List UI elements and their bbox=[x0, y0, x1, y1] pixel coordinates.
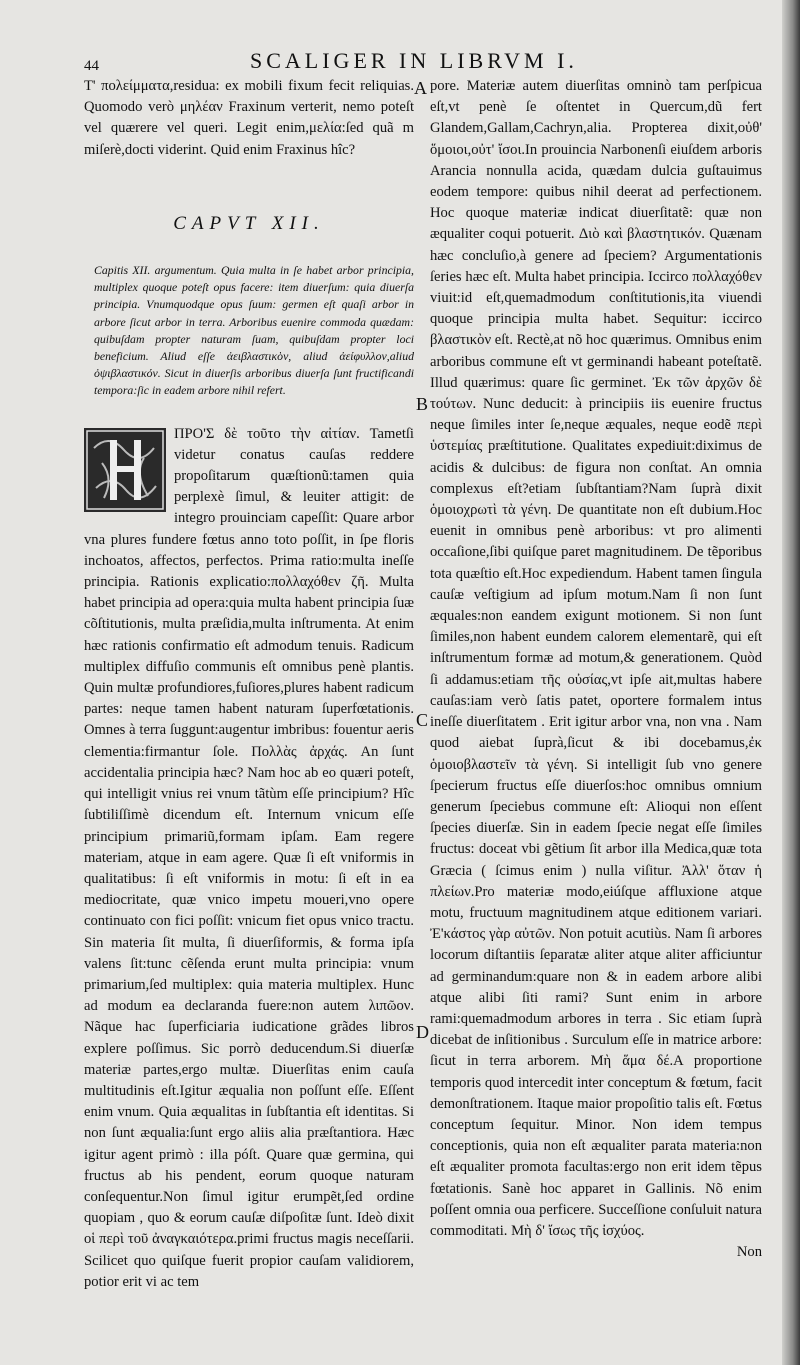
left-column bbox=[84, 76, 414, 1293]
chapter-argument: Capitis XII. argumentum. Quia multa in ſe habet arbor principia, multiplex quoque poteſt opus facere: item diuerſum: quia diuerſa principia. Vnumquodque opus ſuum: germen eſt quaſi arbor in arbore ſicut arbor in terra. Arboribus euenire commoda quædam: quibuſdam propter naturam ſuam, quibuſdam propter loci beneficium. Aliud eſſe ἀειβλαστικὸν, aliud ἀείφυλλον,aliud ὀψιβλαστικόν. Sicut in diuerſis arboribus diuerſa ſunt fructificandi tempora:ſic in eadem arbore nihil refert. bbox=[94, 263, 414, 398]
decorated-initial-icon bbox=[84, 428, 166, 512]
margin-letter-c: C bbox=[416, 710, 429, 730]
margin-letter-d: D bbox=[416, 1022, 429, 1042]
margin-letter-b: B bbox=[416, 394, 429, 414]
book-binding-shadow bbox=[782, 0, 800, 1365]
opening-paragraph: Τ' πολείμματα,residua: ex mobili fixum fecit reliquias. Quomodo verò μηλέαν Fraxinum verterit, nemo poteſt vel quærere vel queri. Legit enim,μελία:ſed quã m miſerè,docti viderint. Quid enim Fraxinus hîc? bbox=[84, 78, 414, 158]
running-title: SCALIGER IN LIBRVM I. bbox=[250, 48, 578, 73]
page-number: 44 bbox=[84, 58, 99, 74]
chapter-heading: CAPVT XII. bbox=[173, 212, 325, 234]
catchword: Non bbox=[736, 1244, 762, 1261]
chapter-body-right: pore. Materiæ autem diuerſitas omninò tam perſpicua eſt,vt penè ſe oſtentet in Quercum,dũ fert Glandem,Gallam,Cachryn,alia. Propterea dixit,οὐθ' ὅμοιοι,οὐτ' ἴσοι.In prouincia Narbonenſi eiuſdem arboris Arancia nonnulla acida, quædam dulcia guſtauimus eodem tempore: quibus nihil deerat ad perfectionem. Hoc quoque materiæ indicat diuerſitatẽ: quæ non æqualiter coqui potuerit. Διὸ καὶ βλαστητικόν. Quænam hæc concluſio,à genere ad ſpeciem? Argumentationis ſeries hæc eſt. Multa habet principia. Iccirco πολλαχόθεν viuit:id eſt,quemadmodum conſtitutionis,ita viuendi quoque principia multa habet. Sequitur: iccirco βλαστικὸν eſt. Rectè,at nõ hoc quærimus. Omnibus enim arboribus commune eſt vt germinandi habeant poteſtatẽ. Illud quærimus: quare ſic germinet. Ἐκ τῶν ἀρχῶν δὲ τούτων. Nunc deducit: à principiis iis euenire fructus neque ſimiles inter ſe,neque æquales, neque eodẽ περὶ ὑστεμίας præſtitutione. Qualitates expediuit:diximus de acidis & dulcibus: de figura non conſtat. An omnia complexus eſt?etiam ſubſtantiam?Nam ſuprà dixit ὁμοιοχρωτὶ τὰ γένη. De quantitate non eſt dubium.Hoc euenit in omnibus penè arboribus: vt pro alimenti occaſione,ſibi quiſque paret magnitudinem. De tẽporibus tota quæſtio eſt.Hoc expediendum. Habent tamen ſingula cauſæ veſtigium ad ipſum motum.Nam ſi non ſunt æquales:non eandem exigunt motionem. Si non ſunt ſimiles,non habent eundem calorem elementarẽ, qui eſt inſtrumentum formæ ad motum,& generationem. Quòd ſi addamus:etiam τῆς οὐσίας,vt ipſe ait,multas habere cauſas:iam verò ſatis patet, oportere formalem intus ineſſe diuerſitatem . Erit igitur arbor vna, non vna . Nam quod aiebat ſuprà,ſicut & ibi docebamus,ἐκ ὁμοιοβλαστεῖν τὰ γένη. Si intelligit ſub vno genere ſpecierum fructus eſſe diuerſos:hoc omnibus omnium generum ſpeciebus commune eſt: Alioqui non eſſent ſpecies diuerſæ. Sin in eadem ſpecie negat eſſe ſimiles fructus: doceat vbi gẽtium ſit arbor illa Medica,quæ tota Græcia ( ſcimus enim ) nulla viſitur. Ἀλλ' ὅταν ἡ πλείων.Pro materiæ modo,eiúſque affluxione atque motu, fructuum magnitudinem atque editionem variari. Ἐ'κάστος γὰρ αὐτῶν. Non potuit acutiùs. Nam ſi arbores locorum diſtantiis ſeparatæ aliter atque aliter afficiuntur ad germinandum:quare non & in eadem arbore alibi atque alibi ſiti rami? Sunt enim in arbore rami:quemadmodum arbores in terra . Sic etiam ſuprà dicebat de inſitionibus . Surculum eſſe in matrice arbore: ſicut in terra arborem. Μὴ ἅμα δέ.A proportione temporis quod intercedit inter conceptum & fœtum, facit demonſtrationem. Itaque maior propoſitio talis eſt. Fœtus conceptum ſequitur. Minor. Non idem tempus conceptionis, quia non eſt æqualiter parata materia:non eſt æqualiter promota facultas:ergo non erit idem tẽpus fœtationis. Sanè hoc apparet in Gallinis. Nõ enim poſſent omnia oua perficere. Succeſſione conſuluit natura commoditati. Μὴ δ' ἴσως τῆς ἰσχύος. bbox=[430, 78, 762, 1239]
right-column bbox=[430, 76, 762, 1263]
margin-letter-a: A bbox=[414, 78, 427, 98]
chapter-body-left: ΠΡΟ'Σ δὲ τοῦτο τὴν αἰτίαν. Tametſi videtur conatus cauſas reddere propoſitarum quæſtionũ:tamen quia perplexè ſimul, & leuiter attigit: de integro prouinciam capeſſit: Quare arbor vna plures fundere fœtus anno toto poſſit, in ſpe floris inchoatos, affectos, perfectos. Prima ratio:multa ineſſe principia. Rationis explicatio:πολλαχόθεν ζῆ. Multa habet principia ad opera:quia multa habent principia ſuæ cõſtitutionis, multa præſidia,multa inſtrumenta. At enim hæc rationis confirmatio eſt admodum tenuis. Radicum multiplex diffuſio communis eſt omnibus penè plantis. Quin multæ profundiores,fuſiores,plures habent radicum partes: neque tamen habent naturam ſuperfœtationis. Omnes à terra ſuggunt:augentur imbribus: fouentur aeris clementia:firmantur ſole. Πολλὰς ἀρχάς. An ſunt accidentalia principia hæc? Nam hoc ab eo quæri poteſt, qui intelligit vnius rei vnum tãtùm eſſe principium? Hîc ſubtiliſſimè dicendum eſt. Internum vnicum eſſe principium primariũ,formam ipſam. Eam regere materiam, atque in eam agere. Quæ ſi eſt vniformis in qualitatibus: ſi eſt vniformis in motu: ſi eſt in ea mediocritate, quæ vnico impetu moueri,vno opere continuato con fici poſſit: vnicum fiet opus vnico tractu. Sin materia ſit multa, ſi diuerſiformis, & forma ipſa valens ſit:tunc cẽſenda erunt multa principia: vnum primarium,ſed multiplex: quia materia multiplex. Hunc ad modum ea declaranda fuere:non autem λιπῶον. Nãque hac ſuperficiaria iudicatione grãdes libros explere poſſimus. Sic porrò deducendum.Si diuerſæ materiæ partes,ergo multæ. Diuerſitas enim cauſa multitudinis eſt.Igitur æqualia non poſſunt eſſe. Eſſent enim vnum. Quia æqualitas in ſubſtantia eſt identitas. Si non ſunt æqualia:ſunt ergo aliis alia præſtantiora. Hæc igitur agent primò : illa póſt. Quare quæ germina, qui fructus ab his pendent, eorum quoque naturam conſequentur.Non ſimul igitur erumpẽt,ſed ordine quopiam , quo & eorum cauſæ diſpoſitæ ſunt. Ideò dixit οἱ περὶ τοῦ ἀναγκαιότερα.primi fructus magis neceſſarii. Scilicet quo quiſque fuerit propior cauſam validiorem, potior erit vi ac tem bbox=[84, 425, 414, 1290]
